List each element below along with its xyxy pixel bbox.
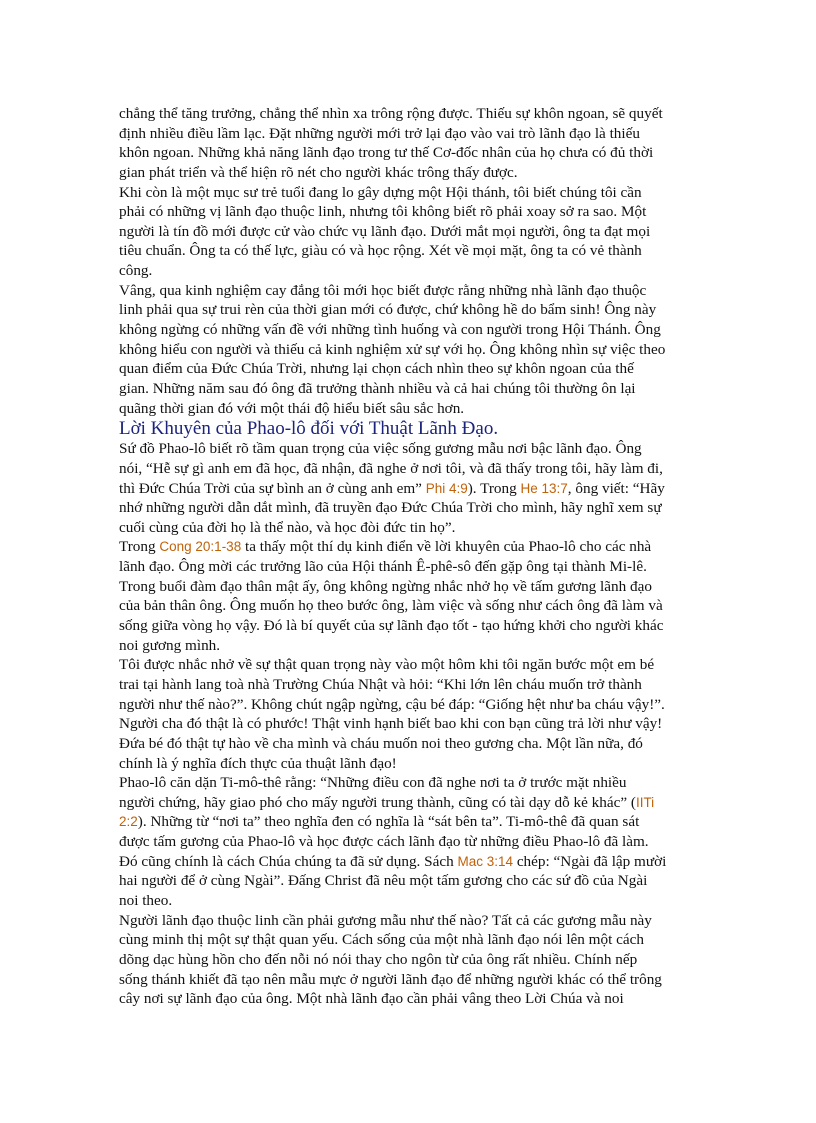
text-segment: Trong — [119, 538, 160, 556]
text-line: chẳng thể tăng trưởng, chẳng thể nhìn xa trông rộng được. Thiếu sự khôn ngoan, sẽ quyết — [119, 105, 663, 122]
paragraph — [119, 911, 699, 1009]
text-line: Phao-lô căn dặn Ti-mô-thê rằng: “Những điều con đã nghe nơi ta ở trước mặt nhiều — [119, 774, 627, 792]
scripture-reference-link[interactable]: He 13:7 — [520, 480, 568, 496]
scripture-reference-link[interactable]: 2:2 — [119, 814, 138, 830]
document-page — [119, 104, 699, 1009]
paragraph — [119, 281, 699, 418]
text-line — [119, 479, 699, 499]
text-line: không hiểu con người và thiếu cả kinh nghiệm xử sự với họ. Ông không nhìn sự việc theo — [119, 340, 666, 358]
text-line — [119, 793, 699, 813]
text-line: Người lãnh đạo thuộc linh cần phải gương mẫu như thế nào? Tất cả các gương mẫu này — [119, 911, 652, 929]
text-line: định nhiều điều lầm lạc. Đặt những người mới trở lại đạo vào vai trò lãnh đạo là thiếu — [119, 124, 640, 142]
text-line: quan điểm của Đức Chúa Trời, nhưng lại chọn cách nhìn theo sự khôn ngoan của thế — [119, 360, 634, 378]
text-line — [119, 852, 699, 872]
text-segment: ). Những từ “nơi ta” theo nghĩa đen có nghĩa là “sát bên ta”. Ti-mô-thê đã quan sát — [137, 813, 640, 831]
text-segment: ). Trong — [467, 479, 521, 497]
text-line: tiêu chuẩn. Ông ta có thế lực, giàu có và học rộng. Xét về mọi mặt, ông ta có vẻ thành — [119, 242, 642, 260]
text-line: dõng dạc hùng hồn cho đến nỗi nó nói thay cho ngôn từ của ông rất nhiều. Chính nếp — [119, 950, 638, 968]
text-line: không ngừng có những vấn đề với những tình huống và con người trong Hội Thánh. Ông — [119, 321, 661, 339]
paragraph — [119, 655, 699, 773]
paragraph — [119, 439, 699, 537]
text-line: Tôi được nhắc nhở về sự thật quan trọng này vào một hôm khi tôi ngăn bước một em bé — [119, 656, 655, 674]
text-line: cùng minh thị một sự thật quan yếu. Cách sống của một nhà lãnh đạo nói lên một cách — [119, 931, 644, 949]
text-segment: Đó cũng chính là cách Chúa chúng ta đã sử dụng. Sách — [119, 852, 458, 870]
text-line: noi theo. — [119, 891, 173, 909]
text-line: Sứ đồ Phao-lô biết rõ tầm quan trọng của việc sống gương mẫu nơi bậc lãnh đạo. Ông — [119, 440, 642, 458]
text-line: của bản thân ông. Ông muốn họ theo bước ông, làm việc và sống như cách ông đã làm và — [119, 597, 663, 615]
text-line: chính là ý nghĩa đích thực của thuật lãnh đạo! — [119, 754, 397, 772]
text-line: nhớ những người dẫn dắt mình, đã truyền đạo Đức Chúa Trời cho mình, hãy nghĩ xem sự — [119, 499, 662, 517]
text-line: Trong buổi đàm đạo thân mật ấy, ông không ngừng nhắc nhở họ về tấm gương lãnh đạo — [119, 577, 652, 595]
text-segment: thì Đức Chúa Trời của sự bình an ở cùng anh em” — [119, 479, 426, 497]
text-line: quãng thời gian đó với một thái độ hiểu biết sâu sắc hơn. — [119, 399, 465, 417]
text-line: khôn ngoan. Những khả năng lãnh đạo trong tư thế Cơ-đốc nhân của họ chưa có đủ thời — [119, 144, 654, 162]
text-line: linh phải qua sự trui rèn của thời gian mới có được, chứ không hề do bẩm sinh! Ông này — [119, 301, 657, 319]
text-line: hai người để ở cùng Ngài”. Đấng Christ đã nêu một tấm gương cho các sứ đồ của Ngài — [119, 872, 648, 890]
text-segment: chép: “Ngài đã lập mười — [513, 852, 667, 870]
text-line: cây nơi sự lãnh đạo của ông. Một nhà lãnh đạo cần phải vâng theo Lời Chúa và noi — [119, 990, 624, 1008]
paragraph — [119, 104, 699, 183]
text-line — [119, 537, 699, 557]
scripture-reference-link[interactable]: IITi — [635, 794, 655, 810]
text-line: trai tại hành lang toà nhà Trường Chúa Nhật và hỏi: “Khi lớn lên cháu muốn trở thành — [119, 675, 642, 693]
text-line: lãnh đạo. Ông mời các trưởng lão của Hội thánh Ê-phê-sô đến gặp ông tại thành Mi-lê. — [119, 558, 647, 576]
text-line: công. — [119, 262, 153, 280]
section-heading: Lời Khuyên của Phao-lô đối với Thuật Lãnh Đạo. — [119, 418, 499, 440]
text-line: nói, “Hễ sự gì anh em đã học, đã nhận, đã nghe ở nơi tôi, và đã thấy trong tôi, hãy làm đi, — [119, 459, 663, 477]
text-line: phải có những vị lãnh đạo thuộc linh, nhưng tôi không biết rõ phải xoay sở ra sao. Một — [119, 203, 647, 221]
text-line: cuối cùng của đời họ là thể nào, và học đòi đức tin họ”. — [119, 518, 456, 536]
text-segment: người chứng, hãy giao phó cho mấy người trung thành, cũng có tài dạy dỗ kẻ khác” ( — [119, 793, 636, 811]
text-line: sống thánh khiết đã tạo nên mẫu mực ở người lãnh đạo để những người khác có thể trông — [119, 970, 662, 988]
text-segment: , ông viết: “Hãy — [567, 479, 665, 497]
scripture-reference-link[interactable]: Mac 3:14 — [457, 853, 514, 869]
text-line: người như thế nào?”. Không chút ngập ngừng, cậu bé đáp: “Giống hệt như ba cháu vậy!”. — [119, 695, 665, 713]
text-line: Khi còn là một mục sư trẻ tuổi đang lo gây dựng một Hội thánh, tôi biết chúng tôi cần — [119, 183, 642, 201]
scripture-reference-link[interactable]: Cong 20:1-38 — [159, 539, 242, 555]
text-line — [119, 812, 699, 832]
text-line: được tấm gương của Phao-lô và học được cách lãnh đạo từ những điều Phao-lô đã làm. — [119, 833, 649, 851]
paragraph — [119, 183, 699, 281]
text-line: sống giữa vòng họ vậy. Đó là bí quyết của sự lãnh đạo tốt - tạo hứng khởi cho người khác — [119, 617, 664, 635]
text-segment: ta thấy một thí dụ kinh điển về lời khuyên của Phao-lô cho các nhà — [241, 538, 652, 556]
text-line: Đứa bé đó thật tự hào về cha mình và cháu muốn noi theo gương cha. Một lần nữa, đó — [119, 734, 643, 752]
text-line: Vâng, qua kinh nghiệm cay đắng tôi mới học biết được rằng những nhà lãnh đạo thuộc — [119, 281, 647, 299]
text-line: người là tín đồ mới được cử vào chức vụ lãnh đạo. Dưới mắt mọi người, ông ta đạt mọi — [119, 222, 651, 240]
scripture-reference-link[interactable]: Phi 4:9 — [425, 480, 468, 496]
text-line: gian. Những năm sau đó ông đã trưởng thành nhiều và cả hai chúng tôi thường ôn lại — [119, 379, 636, 397]
paragraph — [119, 773, 699, 910]
text-line: noi gương mình. — [119, 636, 221, 654]
paragraph — [119, 537, 699, 655]
text-line: gian phát triển và thể hiện rõ nét cho người khác trông thấy được. — [119, 163, 518, 181]
text-line: Người cha đó thật là có phước! Thật vinh hạnh biết bao khi con bạn cũng trả lời như vậy! — [119, 715, 663, 733]
